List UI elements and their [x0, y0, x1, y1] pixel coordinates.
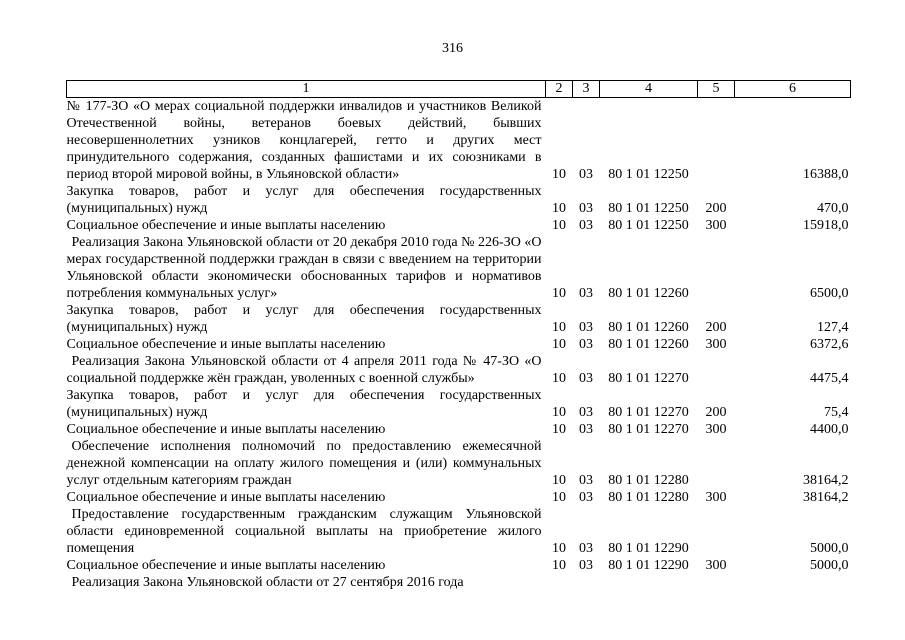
row-name: Предоставление государственным гражданским служащим Ульяновской области единовременной социальной выплаты на приобретение жилого помещения: [66, 507, 542, 556]
table-row: [67, 387, 851, 421]
row-target-article: [600, 574, 698, 591]
row-subsection: 03: [579, 286, 593, 301]
row-section: 10: [552, 422, 566, 437]
row-section: 10: [552, 490, 566, 505]
row-section: 10: [552, 320, 566, 335]
row-target-article: 80 1 01 12250: [608, 218, 689, 233]
row-name: Социальное обеспечение и иные выплаты населению: [66, 490, 386, 505]
row-amount: 5000,0: [810, 541, 849, 556]
row-name: Реализация Закона Ульяновской области от 20 декабря 2010 года № 226-ЗО «О мерах государственной поддержки граждан в связи с введением на территории Ульяновской области экономически обоснованных тарифов и нормативов потребления коммунальных услуг»: [66, 235, 542, 301]
row-section: [546, 574, 573, 591]
row-amount: 5000,0: [810, 558, 849, 573]
row-section: 10: [552, 167, 566, 182]
row-amount: 470,0: [817, 201, 849, 216]
row-amount: 4475,4: [810, 371, 849, 386]
header-col-3: 3: [573, 81, 600, 98]
row-amount: 75,4: [824, 405, 849, 420]
row-section: 10: [552, 337, 566, 352]
table-row: [67, 183, 851, 217]
row-expense-type: [698, 353, 735, 387]
row-expense-type: 300: [705, 337, 727, 352]
row-expense-type: [698, 506, 735, 557]
row-amount: 6500,0: [810, 286, 849, 301]
row-section: 10: [552, 218, 566, 233]
row-section: 10: [552, 371, 566, 386]
row-amount: 4400,0: [810, 422, 849, 437]
table-body: [67, 98, 851, 592]
row-name: Обеспечение исполнения полномочий по предоставлению ежемесячной денежной компенсации на оплату жилого помещения и (или) коммунальных услуг отдельным категориям граждан: [66, 439, 542, 488]
header-col-2: 2: [546, 81, 573, 98]
row-expense-type: [698, 574, 735, 591]
row-section: 10: [552, 201, 566, 216]
table-row: [67, 489, 851, 506]
header-col-6: 6: [735, 81, 851, 98]
table-row: [67, 506, 851, 557]
row-target-article: 80 1 01 12250: [608, 201, 689, 216]
row-amount: 38164,2: [803, 490, 849, 505]
table-row: [67, 336, 851, 353]
row-expense-type: 300: [705, 558, 727, 573]
row-name: Закупка товаров, работ и услуг для обеспечения государственных (муниципальных) нужд: [66, 388, 542, 420]
row-name: № 177-ЗО «О мерах социальной поддержки инвалидов и участников Великой Отечественной войны, ветеранов боевых действий, бывших несовершеннолетних узников концлагерей, гетто и других мест принудительного содержания, созданных фашистами и их союзниками в период второй мировой войны, в Ульяновской области»: [66, 99, 542, 182]
header-col-5: 5: [698, 81, 735, 98]
table-row: [67, 353, 851, 387]
row-subsection: [573, 574, 600, 591]
header-row: [67, 81, 851, 98]
row-section: 10: [552, 541, 566, 556]
row-target-article: 80 1 01 12260: [608, 320, 689, 335]
row-name: Закупка товаров, работ и услуг для обеспечения государственных (муниципальных) нужд: [66, 184, 542, 216]
row-subsection: 03: [579, 490, 593, 505]
row-section: 10: [552, 473, 566, 488]
header-col-1: 1: [67, 81, 546, 98]
row-name: Социальное обеспечение и иные выплаты населению: [66, 218, 386, 233]
row-expense-type: 200: [705, 201, 727, 216]
row-target-article: 80 1 01 12280: [608, 473, 689, 488]
row-section: 10: [552, 286, 566, 301]
table-row: [67, 421, 851, 438]
row-subsection: 03: [579, 371, 593, 386]
row-subsection: 03: [579, 422, 593, 437]
row-expense-type: [698, 234, 735, 302]
row-expense-type: 300: [705, 490, 727, 505]
row-name: Социальное обеспечение и иные выплаты населению: [66, 558, 386, 573]
row-name: Реализация Закона Ульяновской области от 4 апреля 2011 года № 47-ЗО «О социальной поддержке жён граждан, уволенных с военной службы»: [66, 354, 542, 386]
row-target-article: 80 1 01 12270: [608, 371, 689, 386]
table-row: [67, 574, 851, 591]
table-row: [67, 438, 851, 489]
row-target-article: 80 1 01 12290: [608, 541, 689, 556]
budget-table: [66, 80, 851, 591]
row-subsection: 03: [579, 218, 593, 233]
row-amount: 38164,2: [803, 473, 849, 488]
row-amount: [735, 574, 851, 591]
table-row: [67, 217, 851, 234]
row-section: 10: [552, 558, 566, 573]
row-name: Социальное обеспечение и иные выплаты населению: [66, 422, 386, 437]
row-subsection: 03: [579, 541, 593, 556]
row-subsection: 03: [579, 201, 593, 216]
row-subsection: 03: [579, 405, 593, 420]
row-name: Социальное обеспечение и иные выплаты населению: [66, 337, 386, 352]
table-row: [67, 557, 851, 574]
table-row: [67, 98, 851, 184]
row-subsection: 03: [579, 473, 593, 488]
row-expense-type: 200: [705, 320, 727, 335]
row-amount: 15918,0: [803, 218, 849, 233]
row-amount: 6372,6: [810, 337, 849, 352]
row-expense-type: 200: [705, 405, 727, 420]
row-name: Реализация Закона Ульяновской области от 27 сентября 2016 года: [71, 575, 464, 590]
row-target-article: 80 1 01 12270: [608, 405, 689, 420]
row-target-article: 80 1 01 12270: [608, 422, 689, 437]
row-target-article: 80 1 01 12280: [608, 490, 689, 505]
row-expense-type: 300: [705, 218, 727, 233]
row-subsection: 03: [579, 337, 593, 352]
page-number: 316: [442, 41, 463, 56]
row-target-article: 80 1 01 12260: [608, 337, 689, 352]
row-amount: 16388,0: [803, 167, 849, 182]
table-header: [67, 81, 851, 98]
row-expense-type: 300: [705, 422, 727, 437]
row-subsection: 03: [579, 558, 593, 573]
row-target-article: 80 1 01 12260: [608, 286, 689, 301]
row-expense-type: [698, 98, 735, 184]
row-subsection: 03: [579, 167, 593, 182]
row-name: Закупка товаров, работ и услуг для обеспечения государственных (муниципальных) нужд: [66, 303, 542, 335]
row-target-article: 80 1 01 12290: [608, 558, 689, 573]
table-row: [67, 234, 851, 302]
header-col-4: 4: [600, 81, 698, 98]
row-section: 10: [552, 405, 566, 420]
row-amount: 127,4: [817, 320, 849, 335]
row-subsection: 03: [579, 320, 593, 335]
row-target-article: 80 1 01 12250: [608, 167, 689, 182]
table-row: [67, 302, 851, 336]
row-expense-type: [698, 438, 735, 489]
